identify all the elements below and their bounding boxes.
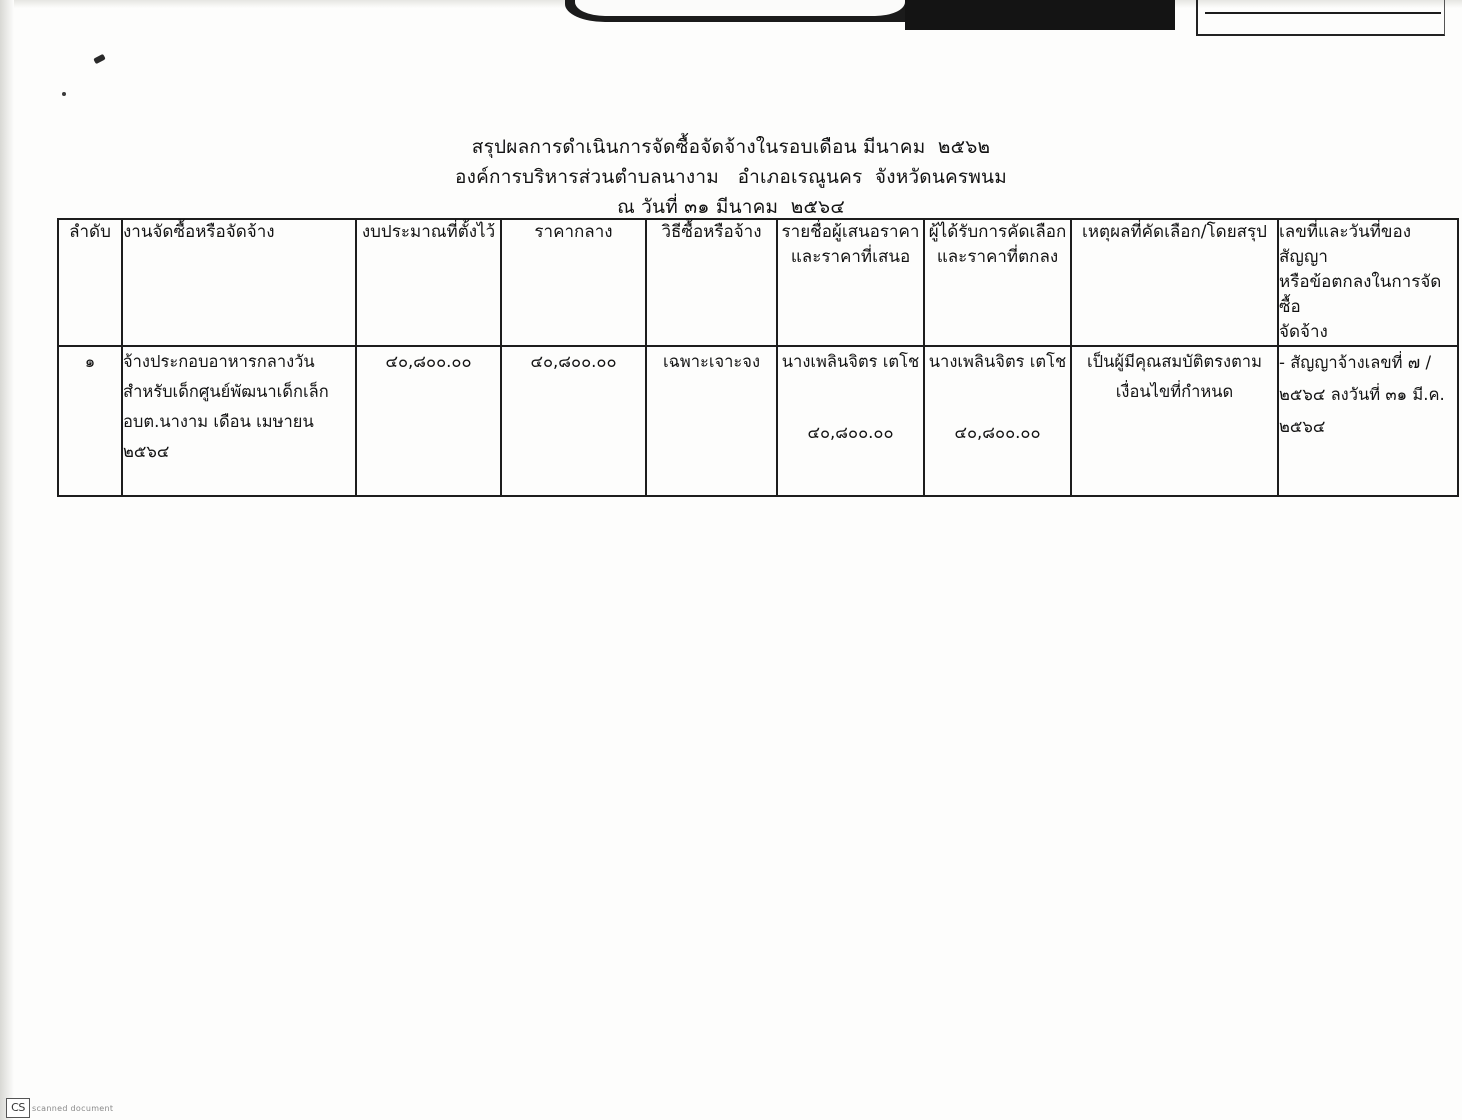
cell-method: เฉพาะเจาะจง (646, 346, 777, 496)
column-header-median-price: ราคากลาง (501, 219, 646, 346)
cell-median-price: ๔๐,๘๐๐.๐๐ (501, 346, 646, 496)
column-header-proposers-l1: รายชื่อผู้เสนอราคา (781, 222, 920, 242)
scan-stamp-badge: CS (6, 1098, 30, 1118)
scan-speck-mark (93, 54, 106, 64)
scan-corner-line (1205, 12, 1441, 14)
heading-line-1: สรุปผลการดำเนินการจัดซื้อจัดจ้างในรอบเดือน มีนาคม ๒๕๖๒ (471, 136, 991, 158)
cell-work: จ้างประกอบอาหารกลางวันสำหรับเด็กศูนย์พัฒนาเด็กเล็กอบต.นางาม เดือน เมษายน ๒๕๖๔ (122, 346, 356, 496)
table-row (58, 346, 1458, 496)
cell-proposer-price: ๔๐,๘๐๐.๐๐ (807, 423, 894, 442)
cell-budget: ๔๐,๘๐๐.๐๐ (356, 346, 501, 496)
column-header-contract-l3: จัดจ้าง (1279, 322, 1328, 342)
cell-winner-price: ๔๐,๘๐๐.๐๐ (954, 423, 1041, 442)
cell-proposer-name: นางเพลินจิตร เตโช (781, 352, 920, 371)
cell-winner-name: นางเพลินจิตร เตโช (928, 352, 1067, 371)
document-heading-block (0, 132, 1462, 222)
column-header-winner-l1: ผู้ได้รับการคัดเลือก (928, 222, 1067, 242)
column-header-work: งานจัดซื้อหรือจัดจ้าง (122, 219, 356, 346)
table-body (58, 346, 1458, 496)
scan-corner-frame (1196, 0, 1445, 36)
cell-no: ๑ (58, 346, 122, 496)
scan-dark-band-secondary (905, 0, 1175, 30)
cell-proposer (777, 346, 924, 496)
column-header-contract-l2: หรือข้อตกลงในการจัดซื้อ (1279, 272, 1442, 317)
column-header-winner (924, 219, 1071, 346)
cell-reason: เป็นผู้มีคุณสมบัติตรงตามเงื่อนไขที่กำหนด (1071, 346, 1278, 496)
column-header-method: วิธีซื้อหรือจ้าง (646, 219, 777, 346)
column-header-reason: เหตุผลที่คัดเลือก/โดยสรุป (1071, 219, 1278, 346)
scan-stamp-caption: scanned document (32, 1104, 114, 1113)
table-header (58, 219, 1458, 346)
cell-contract: - สัญญาจ้างเลขที่ ๗ /๒๕๖๔ ลงวันที่ ๓๑ มี.ค. ๒๕๖๔ (1278, 346, 1458, 496)
column-header-proposers-l2: และราคาที่เสนอ (790, 247, 911, 267)
column-header-contract (1278, 219, 1458, 346)
column-header-budget: งบประมาณที่ตั้งไว้ (356, 219, 501, 346)
procurement-summary-table-wrapper (57, 218, 1445, 497)
cell-winner (924, 346, 1071, 496)
procurement-summary-table (57, 218, 1459, 497)
column-header-winner-l2: และราคาที่ตกลง (936, 247, 1059, 267)
column-header-no: ลำดับ (58, 219, 122, 346)
heading-line-2: องค์การบริหารส่วนตำบลนางาม อำเภอเรณูนคร จังหวัดนครพนม (455, 166, 1007, 188)
table-header-row (58, 219, 1458, 346)
heading-line-3: ณ วันที่ ๓๑ มีนาคม ๒๕๖๔ (617, 196, 845, 218)
scan-white-gap (575, 0, 905, 16)
column-header-contract-l1: เลขที่และวันที่ของสัญญา (1279, 222, 1412, 267)
scan-speck-dot (62, 92, 66, 96)
column-header-proposers (777, 219, 924, 346)
